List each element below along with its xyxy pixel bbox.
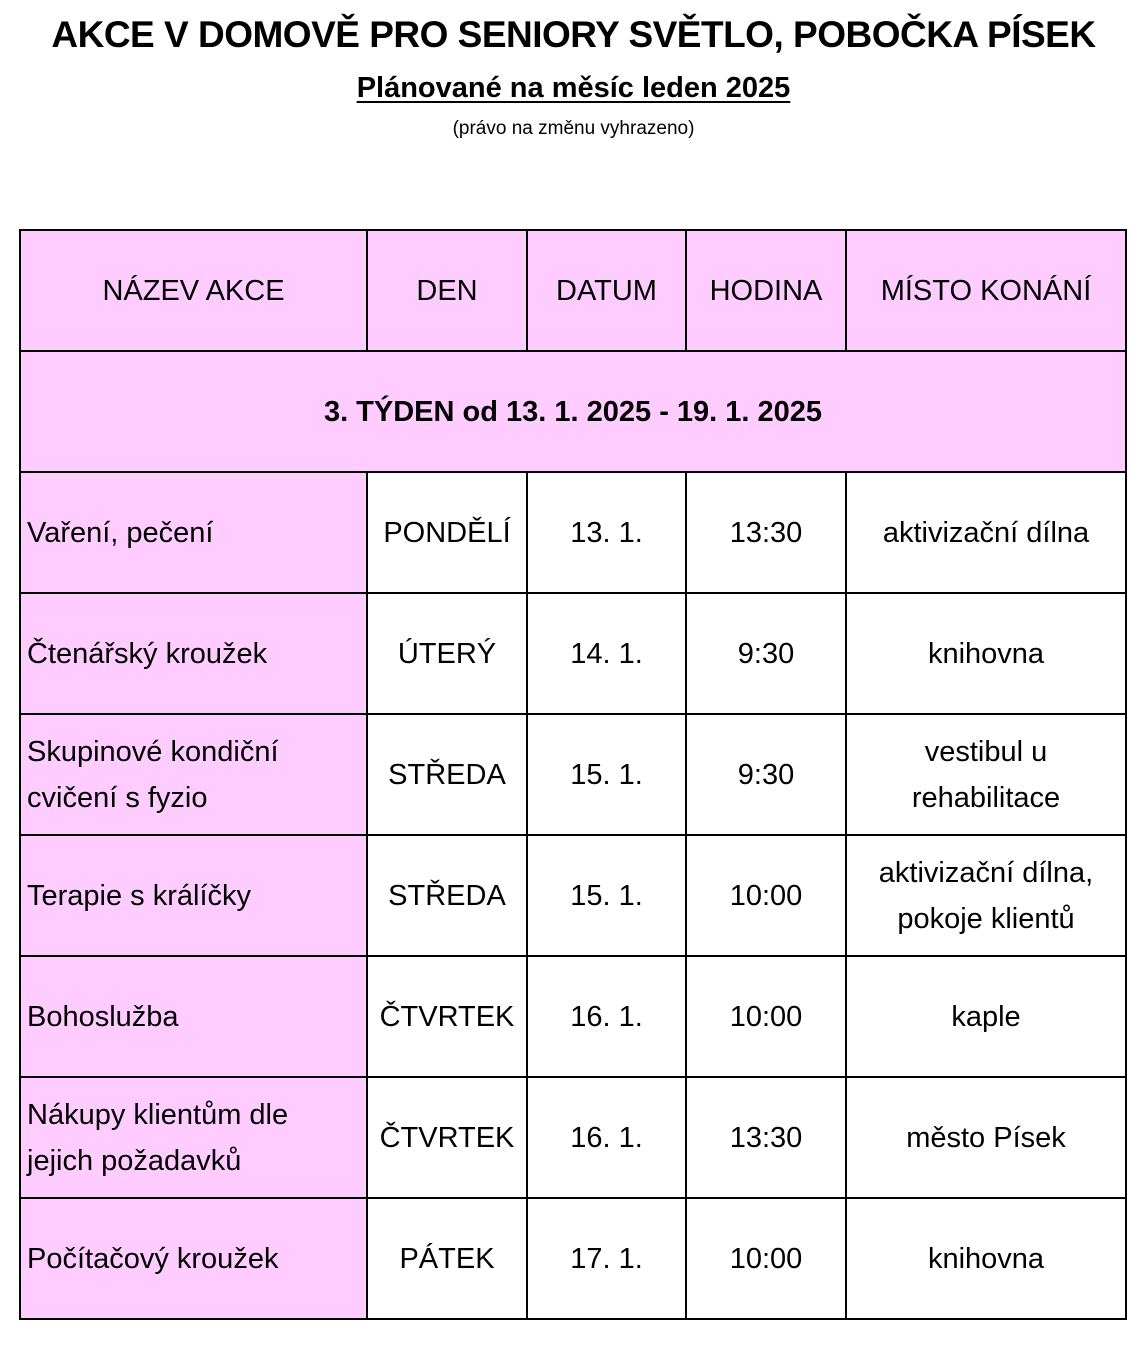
change-reserved-note: (právo na změnu vyhrazeno) <box>452 118 695 139</box>
event-date-cell: 17. 1. <box>527 1198 686 1319</box>
table-row <box>20 835 1126 956</box>
column-header-day: DEN <box>367 230 527 351</box>
event-time-cell: 10:00 <box>686 835 846 956</box>
table-row <box>20 472 1126 593</box>
event-date-cell: 15. 1. <box>527 835 686 956</box>
event-day-cell: STŘEDA <box>367 835 527 956</box>
event-place-line: rehabilitace <box>911 781 1061 814</box>
event-date-cell: 14. 1. <box>527 593 686 714</box>
event-place-line: aktivizační dílna <box>882 516 1090 549</box>
table-row <box>20 956 1126 1077</box>
event-date-cell: 16. 1. <box>527 956 686 1077</box>
column-header-time: HODINA <box>686 230 846 351</box>
event-time-cell: 13:30 <box>686 472 846 593</box>
event-name-line: Vaření, pečení <box>27 516 214 549</box>
event-name-line: Nákupy klientům dle <box>27 1098 289 1131</box>
column-header-place: MÍSTO KONÁNÍ <box>846 230 1126 351</box>
event-place-cell <box>846 714 1126 835</box>
event-place-cell <box>846 472 1126 593</box>
event-day-cell: ČTVRTEK <box>367 956 527 1077</box>
event-place-line: knihovna <box>927 1242 1045 1275</box>
column-header-event-name: NÁZEV AKCE <box>20 230 367 351</box>
event-place-line: vestibul u <box>924 735 1048 768</box>
event-date-cell: 13. 1. <box>527 472 686 593</box>
event-place-line: město Písek <box>906 1121 1066 1154</box>
week-label: 3. TÝDEN od 13. 1. 2025 - 19. 1. 2025 <box>20 351 1126 472</box>
event-place-cell <box>846 835 1126 956</box>
table-row <box>20 593 1126 714</box>
table-row <box>20 1077 1126 1198</box>
event-place-line: knihovna <box>927 637 1045 670</box>
event-date-cell: 16. 1. <box>527 1077 686 1198</box>
event-time-cell: 9:30 <box>686 714 846 835</box>
table-row <box>20 1198 1126 1319</box>
column-header-date: DATUM <box>527 230 686 351</box>
event-name-line: jejich požadavků <box>27 1144 242 1177</box>
event-place-line: aktivizační dílna, <box>878 856 1094 889</box>
event-name-line: Bohoslužba <box>27 1000 179 1033</box>
event-place-line: pokoje klientů <box>897 902 1075 935</box>
event-name-cell <box>20 593 367 714</box>
event-time-cell: 10:00 <box>686 956 846 1077</box>
event-time-cell: 9:30 <box>686 593 846 714</box>
event-name-cell <box>20 472 367 593</box>
page-title: AKCE V DOMOVĚ PRO SENIORY SVĚTLO, POBOČKA PÍSEK <box>51 14 1096 55</box>
event-name-line: Počítačový kroužek <box>27 1242 279 1275</box>
week-row <box>20 351 1126 472</box>
event-name-line: Terapie s králíčky <box>27 879 252 912</box>
event-day-cell: PONDĚLÍ <box>367 472 527 593</box>
event-name-cell <box>20 956 367 1077</box>
event-name-cell <box>20 1198 367 1319</box>
event-name-line: Čtenářský kroužek <box>27 637 268 670</box>
event-name-line: cvičení s fyzio <box>27 781 208 814</box>
event-day-cell: ÚTERÝ <box>367 593 527 714</box>
event-place-cell <box>846 1198 1126 1319</box>
event-name-cell <box>20 714 367 835</box>
event-date-cell: 15. 1. <box>527 714 686 835</box>
event-place-line: kaple <box>951 1000 1021 1033</box>
event-day-cell: PÁTEK <box>367 1198 527 1319</box>
event-place-cell <box>846 593 1126 714</box>
event-time-cell: 10:00 <box>686 1198 846 1319</box>
event-name-cell <box>20 1077 367 1198</box>
event-day-cell: STŘEDA <box>367 714 527 835</box>
event-name-line: Skupinové kondiční <box>27 735 279 768</box>
table-header-row <box>20 230 1126 351</box>
table-row <box>20 714 1126 835</box>
page-subtitle: Plánované na měsíc leden 2025 <box>356 72 791 104</box>
event-name-cell <box>20 835 367 956</box>
event-place-cell <box>846 956 1126 1077</box>
event-day-cell: ČTVRTEK <box>367 1077 527 1198</box>
events-table <box>19 229 1127 1320</box>
event-time-cell: 13:30 <box>686 1077 846 1198</box>
event-place-cell <box>846 1077 1126 1198</box>
